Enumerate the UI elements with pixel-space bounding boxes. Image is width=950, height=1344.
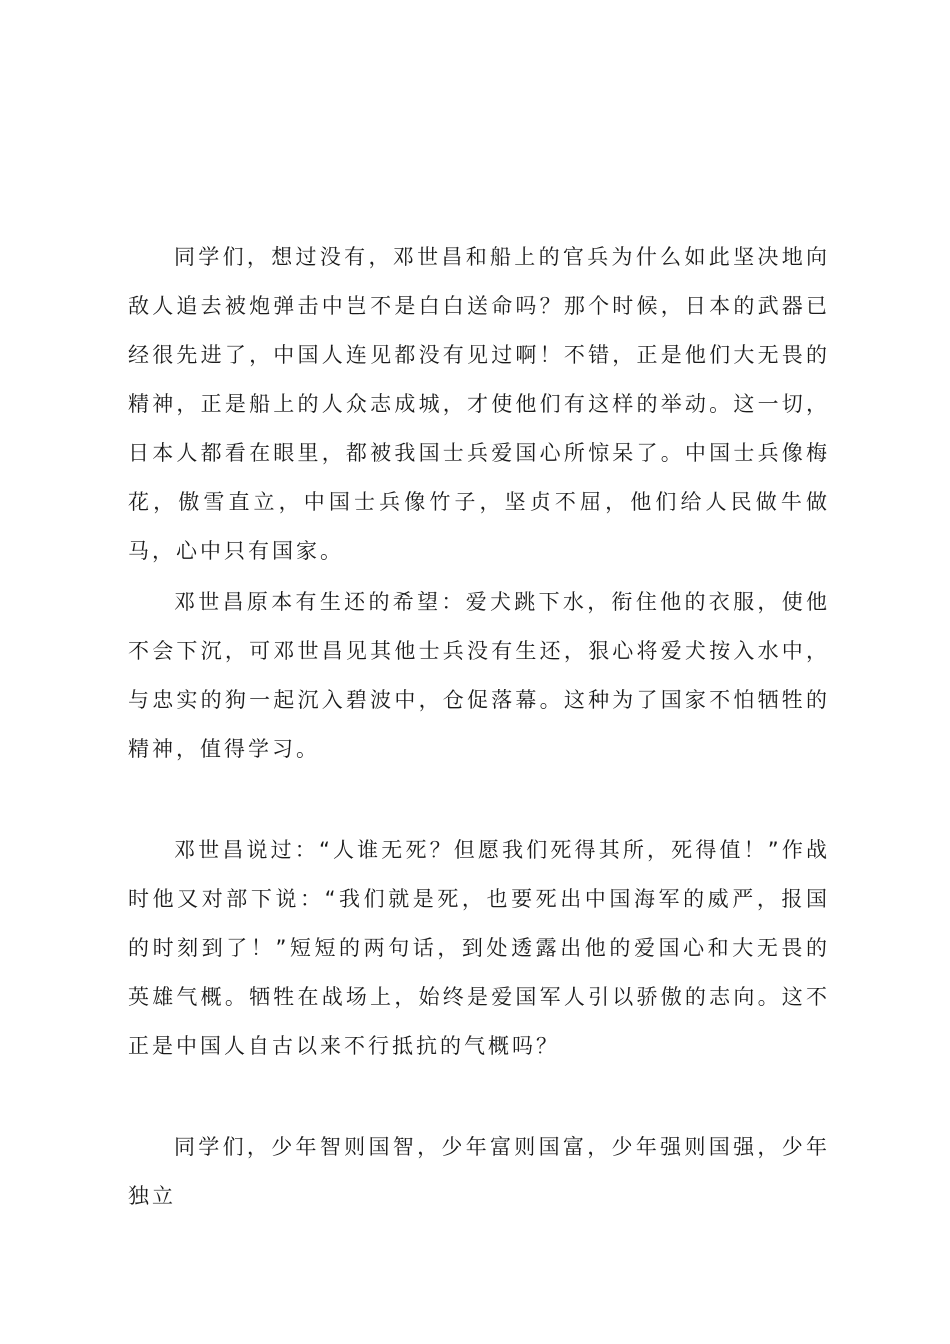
paragraph-1: 同学们，想过没有，邓世昌和船上的官兵为什么如此坚决地向敌人追去被炮弹击中岂不是白白送命吗？那个时候，日本的武器已经很先进了，中国人连见都没有见过啊！不错，正是他们大无畏的精神，正是船上的人众志成城，才使他们有这样的举动。这一切，日本人都看在眼里，都被我国士兵爱国心所惊呆了。中国士兵像梅花，傲雪直立，中国士兵像竹子，坚贞不屈，他们给人民做牛做马，心中只有国家。 [128,245,830,563]
paragraph-3: 邓世昌说过：“人谁无死？但愿我们死得其所，死得值！”作战时他又对部下说：“我们就是死，也要死出中国海军的威严，报国的时刻到了！”短短的两句话，到处透露出他的爱国心和大无畏的英雄气概。牺牲在战场上，始终是爱国军人引以骄傲的志向。这不正是中国人自古以来不行抵抗的气概吗？ [128,838,830,1058]
paragraph-4: 同学们，少年智则国智，少年富则国富，少年强则国强，少年独立 [128,1135,830,1208]
paragraph-2: 邓世昌原本有生还的希望：爱犬跳下水，衔住他的衣服，使他不会下沉，可邓世昌见其他士兵没有生还，狠心将爱犬按入水中，与忠实的狗一起沉入碧波中，仓促落幕。这种为了国家不怕牺牲的精神，值得学习。 [128,590,830,761]
